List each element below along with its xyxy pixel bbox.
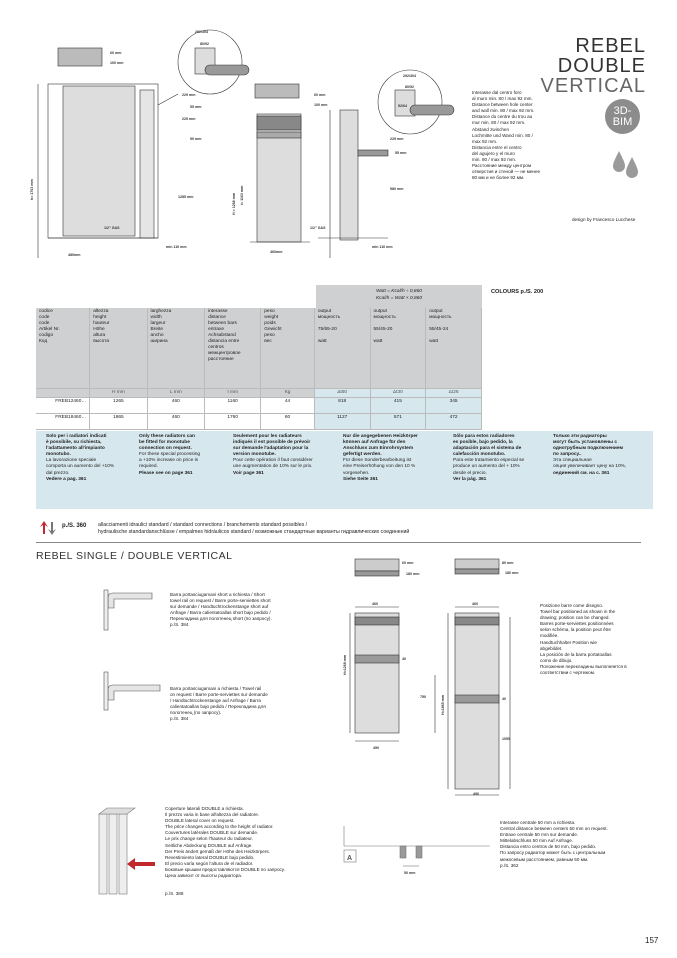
unit-cell: I mm xyxy=(205,388,261,397)
spec-header-row xyxy=(36,308,482,388)
table-cell: 1127 xyxy=(314,413,370,429)
short-bar-line: Перекладина для полотенец short (по запросу). xyxy=(170,616,272,622)
monotube-notes xyxy=(36,431,653,509)
bar-position-line: modifiée. xyxy=(540,633,559,639)
wall-distance-line: Расстояние между центром xyxy=(472,163,532,169)
wall-distance-line: and wall min. 80 / max 92 mm. xyxy=(472,108,535,114)
table-cell: 1865 xyxy=(90,413,147,429)
dim-90mm: 90 mm xyxy=(190,137,202,141)
dim-180mm-s: 180 mm xyxy=(406,572,420,576)
side-covers-line: Цена зависит от высоты радиатора. xyxy=(165,873,243,879)
title-line-1: REBEL xyxy=(575,35,646,57)
title-line-3: VERTICAL xyxy=(540,75,646,97)
side-covers-line: Coperture laterali DOUBLE a richiesta. xyxy=(165,806,244,811)
short-bar-line: Anfrage / Barra calientatoallas short bajo pedido / xyxy=(170,610,271,616)
bar-position-line: selon schéma, la position peut être xyxy=(540,627,611,633)
dim-292-304-b: 292/304 xyxy=(403,74,416,78)
table-cell: 460 xyxy=(147,397,205,413)
wall-distance-line: Abstand zwischen xyxy=(472,126,510,132)
wall-distance-line: 80 мм и не более 92 мм. xyxy=(472,175,525,181)
watt-formula-line-1: Watt = Kcal/h ÷ 0,860 xyxy=(376,289,422,294)
bar-position-line: Towel bar positioned as shown in the xyxy=(540,609,616,615)
table-cell: 460 xyxy=(147,413,205,429)
dim-180mm-s2: 180 mm xyxy=(505,571,519,575)
dim-460mm: 460mm xyxy=(270,250,283,254)
center-distance-line: Entraxe centrale 50 mm sur demande. xyxy=(500,832,579,838)
bar-position-line: Handtuchhalter Position wie xyxy=(540,639,597,645)
table-cell: 44 xyxy=(261,397,315,413)
table-cell: 1760 xyxy=(205,413,261,429)
design-credit: design by Francesco Lucchese xyxy=(572,217,636,222)
table-cell: FREB12460… xyxy=(36,397,90,413)
side-covers-line: Couvertures latérales DOUBLE sur demande. xyxy=(165,830,259,836)
connections-line-1: allacciamenti idraulici standard / standard connections / branchements standard possibles / xyxy=(98,522,308,528)
table-cell: 1160 xyxy=(205,397,261,413)
side-covers-line: DOUBLE lateral cover on request. xyxy=(165,818,235,824)
bar-position-line: Posizione barre come disegno. xyxy=(540,603,604,608)
note-en: Only these radiators can be fitted for monotube connection on request. For these special processing a +10% increase on price is required. Please see on page 361 xyxy=(139,434,201,476)
note-de: Nur die angegebenen Heizkörper können auf Anfrage für den Anschluss zum Einrohrsystem gefertigt werden. Für diese Sonderbearbeitung ist eine Preiserhöhung von den 10 % vorgesehen. Siehe Seite 361 xyxy=(343,434,418,482)
dim-h1268-s: H=1268 mm xyxy=(343,654,347,675)
dim-55mm: 55 mm xyxy=(190,105,202,109)
wall-distance-line: al muro min. 80 / max 92 mm. xyxy=(472,96,533,102)
long-bar-note xyxy=(170,686,300,723)
table-cell: 472 xyxy=(426,413,482,429)
side-covers-note xyxy=(165,806,340,897)
dim-490-s2: 490 xyxy=(473,792,479,796)
table-row xyxy=(36,397,482,413)
spec-table xyxy=(36,308,482,430)
center-distance-line: межосевым расстоянием, равным 50 мм. xyxy=(500,856,589,862)
short-bar-note xyxy=(170,592,300,629)
table-cell: 571 xyxy=(370,413,426,429)
dim-52-64: 52/64 xyxy=(398,104,407,108)
center-distance-line[interactable]: p./S. 362 xyxy=(500,862,519,868)
dim-980mm: 980 mm xyxy=(390,187,404,191)
badge-line-1: 3D- xyxy=(613,105,632,117)
bar-position-note xyxy=(540,603,658,676)
connections-page-ref[interactable]: p./S. 360 xyxy=(62,523,87,529)
table-cell: 1265 xyxy=(90,397,147,413)
note-es: Sólo para estos radiadores es posible, bajo pedido, la adaptación para el sistema de calefacción monotubo. Para este tratamiento especial se produce un aumento del + 10% desde el precio. Ver la pág. 361 xyxy=(453,434,525,482)
dim-229mm: 229 mm xyxy=(182,93,196,97)
long-bar-line: calientatoallas bajo pedido / Перекладина для xyxy=(170,704,266,710)
header-output-1: output мощность 75/65-20 watt xyxy=(314,308,370,388)
dim-40-s: 40 xyxy=(402,657,406,661)
side-covers-line: Seitliche Abdeckung DOUBLE auf Anfrage. xyxy=(165,842,253,848)
dim-min110: min 110 mm xyxy=(166,245,187,249)
header-height: altezza height hauteur Höhe altura высота xyxy=(90,308,147,388)
center-distance-line: Mittelabschluss 50 mm Auf Anfrage. xyxy=(500,838,574,844)
dim-480mm: 480mm xyxy=(68,253,81,257)
long-bar-line: Barra portasciugamani a richiesta / Towel rail xyxy=(170,686,262,691)
water-drops-icon xyxy=(612,151,642,181)
header-distance: interasse distance between bars entraxe Achsabstand distancia entre centros межцентровое расстояние xyxy=(205,308,261,388)
dim-80-92: 80/92 xyxy=(200,42,209,46)
table-cell: 415 xyxy=(370,397,426,413)
center-distance-line: Central distance between centers 50 mm on request. xyxy=(500,826,608,832)
wall-distance-line: Interasse dal centro foro xyxy=(472,90,522,95)
dim-460-s: 460 xyxy=(372,602,378,606)
connection-arrows-icon xyxy=(40,521,56,535)
table-cell: 818 xyxy=(314,397,370,413)
dim-1055-s: 1055 xyxy=(502,737,510,741)
unit-cell: Δt30 xyxy=(370,388,426,397)
watt-formula xyxy=(316,285,482,308)
dim-80-92-b: 80/92 xyxy=(405,85,414,89)
side-covers-line: Revestimiento lateral DOUBLE bajo pedido. xyxy=(165,854,255,860)
dim-225mm: 225 mm xyxy=(182,117,196,121)
center-distance-note xyxy=(500,820,660,869)
bar-position-line: соответствии с чертежом. xyxy=(540,670,596,676)
side-covers-line: El precio varía según l'altura de el radiador. xyxy=(165,860,254,866)
dim-1285mm: 1285 mm xyxy=(178,195,194,199)
unit-cell: Δt26 xyxy=(426,388,482,397)
dim-100mm-b: 100 mm xyxy=(314,103,328,107)
dim-h1763: h= 1763 mm xyxy=(30,179,34,200)
side-covers-line: The price changes according to the height of radiator. xyxy=(165,824,274,830)
bar-position-line: Положение перекладины выполняется в xyxy=(540,663,627,669)
header-output-3: output мощность 55/45-24 watt xyxy=(426,308,482,388)
header-weight: peso weight poids Gewicht peso вес xyxy=(261,308,315,388)
dim-100mm: 100 mm xyxy=(110,61,124,65)
dim-gas: 1/2" GAS xyxy=(104,226,120,230)
note-fr: Seulement pour les radiateurs indiqués il est possible de prévoir sur demande l'adaptation pour la version monotube. Pour cette opération il faut considérer une augmentation de 10% sur le prix. Voir page 361 xyxy=(233,434,313,476)
dim-60mm-b: 60 mm xyxy=(314,93,326,97)
table-cell: 60 xyxy=(261,413,315,429)
connections-text xyxy=(98,522,409,536)
bar-position-line: Barres porte-serviettes positionnées xyxy=(540,621,614,627)
wall-distance-line: min. 80 / max 92 mm. xyxy=(472,157,517,163)
unit-cell: Δt50 xyxy=(314,388,370,397)
dim-h1865-s: H=1865 mm xyxy=(441,694,445,715)
side-covers-line: Le prix change selon l'hauteur du radiateur. xyxy=(165,836,253,842)
wall-distance-line: отверстия и стеной — не менее xyxy=(472,169,541,175)
section-title: REBEL SINGLE / DOUBLE VERTICAL xyxy=(36,550,233,562)
wall-distance-line: Distance du centre du trou au xyxy=(472,114,533,120)
bar-position-line: abgebildet. xyxy=(540,645,563,651)
label-a: A xyxy=(347,855,353,862)
towel-bar-drawings xyxy=(100,590,170,710)
center-distance-line: Distancia entro centros de 50 mm, bajo pedido. xyxy=(500,844,597,850)
wall-distance-line: Distancia entre el centro xyxy=(472,144,522,150)
front-elevation-drawings xyxy=(320,555,520,795)
long-bar-line: on request / Barre porte-serviettes sur demande xyxy=(170,692,268,698)
dim-750-s: 750 xyxy=(420,695,426,699)
wall-distance-line: del agujero y el muro xyxy=(472,150,515,156)
short-bar-line: sur demande / Handtuchtrockenstange short auf xyxy=(170,604,269,610)
dim-490-s: 490 xyxy=(373,746,379,750)
center-distance-drawing xyxy=(340,822,490,882)
wall-distance-line: Lochmitte und Wand min. 80 / xyxy=(472,132,533,138)
watt-formula-line-2: Kcal/h = Watt × 0,860 xyxy=(375,296,423,301)
short-bar-line: Barra portasciugamani short a richiesta / Short xyxy=(170,592,265,597)
dim-gas-b: 1/2" GAS xyxy=(310,226,326,230)
table-cell: FREB18460… xyxy=(36,413,90,429)
dim-60mm-s: 60 mm xyxy=(402,561,414,565)
dim-229mm-b: 229 mm xyxy=(390,137,404,141)
dim-50mm: 50 mm xyxy=(404,871,416,875)
page-number: 157 xyxy=(645,936,659,945)
wall-distance-line: Distance between hole center xyxy=(472,102,533,108)
center-distance-line: Interasse centrale 50 mm a richiesta. xyxy=(500,820,576,825)
bar-position-line: drawing; position can be changed. xyxy=(540,615,610,621)
header-width: larghezza width largeur Breite ancho ширина xyxy=(147,308,205,388)
dim-292-304: 292/304 xyxy=(195,30,208,34)
long-bar-line: полотенец (по запросу). xyxy=(170,710,222,716)
wall-distance-note xyxy=(472,90,567,181)
badge-line-2: BIM xyxy=(612,116,633,128)
title-line-2: DOUBLE xyxy=(557,55,646,77)
bar-position-line: La posición de la barra portatoallas xyxy=(540,651,612,657)
header-code: codice code code Artikel Nr. codigo Код xyxy=(36,308,90,388)
dim-60mm: 60 mm xyxy=(110,51,122,55)
long-bar-line: / Handtuchtrockenstange auf Anfrage / Barra xyxy=(170,698,261,704)
side-covers-line: Боковые крышки предоставляются DOUBLE по запросу. xyxy=(165,866,285,872)
side-covers-line: Der Preis ändert gemäß der Höhe des Heizkörpers. xyxy=(165,848,270,854)
bar-position-line: como de dibujo. xyxy=(540,657,573,663)
table-cell: 345 xyxy=(426,397,482,413)
wall-distance-line: max 92 mm. xyxy=(472,138,498,144)
dim-80mm-s: 80 mm xyxy=(502,561,514,565)
short-bar-line[interactable]: p./S. 384 xyxy=(170,622,189,628)
unit-cell: L mm xyxy=(147,388,205,397)
side-covers-line[interactable]: p./S. 388 xyxy=(165,891,184,897)
spec-units-row xyxy=(36,388,482,397)
dim-55mm-b: 55 mm xyxy=(395,151,407,155)
dim-min110-b: min 110 mm xyxy=(372,245,393,249)
table-row xyxy=(36,413,482,429)
note-it: Solo per i radiatori indicati è possibile, su richiesta, l'adattamento all'impianto monotubo. La lavorazione speciale comporta un aumento del +10% dal prezzo. Vedere a pag. 361 xyxy=(46,434,115,482)
header-output-2: output мощность 55/45-20 watt xyxy=(370,308,426,388)
center-distance-line: По запросу радиатор может быть с центральным xyxy=(500,850,606,856)
connections-line-2: hydraulische standardanschlüsse / empalmes hidráulicos standard / возможные стандартные варианты гидравлических соединений xyxy=(98,529,410,535)
top-view-radiator xyxy=(58,48,102,66)
unit-cell: H mm xyxy=(90,388,147,397)
colours-ref[interactable]: COLOURS p./S. 200 xyxy=(491,289,544,295)
unit-cell: Kg xyxy=(261,388,315,397)
note-ru: Только эти радиаторы могут быть установлены с однотрубным подключением по запросу.. Эта специальная опция увеличивает цену на 10%, оединений см. на с. 361 xyxy=(553,434,627,476)
3d-bim-badge xyxy=(605,99,640,134)
long-bar-line[interactable]: p./S. 384 xyxy=(170,716,189,722)
dim-h1268: H = 1268 mm xyxy=(232,192,236,215)
dim-40-s2: 40 xyxy=(502,697,506,701)
product-title xyxy=(541,36,646,96)
short-bar-line: towel rail on request / Barre porte-serviettes short xyxy=(170,598,271,604)
side-cover-drawing xyxy=(95,812,165,902)
dim-460-s2: 460 xyxy=(472,602,478,606)
dim-i1163: i= 1163 mm xyxy=(240,185,244,205)
unit-cell xyxy=(36,388,90,397)
side-covers-line: Il prezzo varia in base all'altezza del radiatore. xyxy=(165,812,260,818)
divider xyxy=(36,542,641,543)
wall-distance-line: mur min. 80 / max 92 mm. xyxy=(472,120,526,126)
